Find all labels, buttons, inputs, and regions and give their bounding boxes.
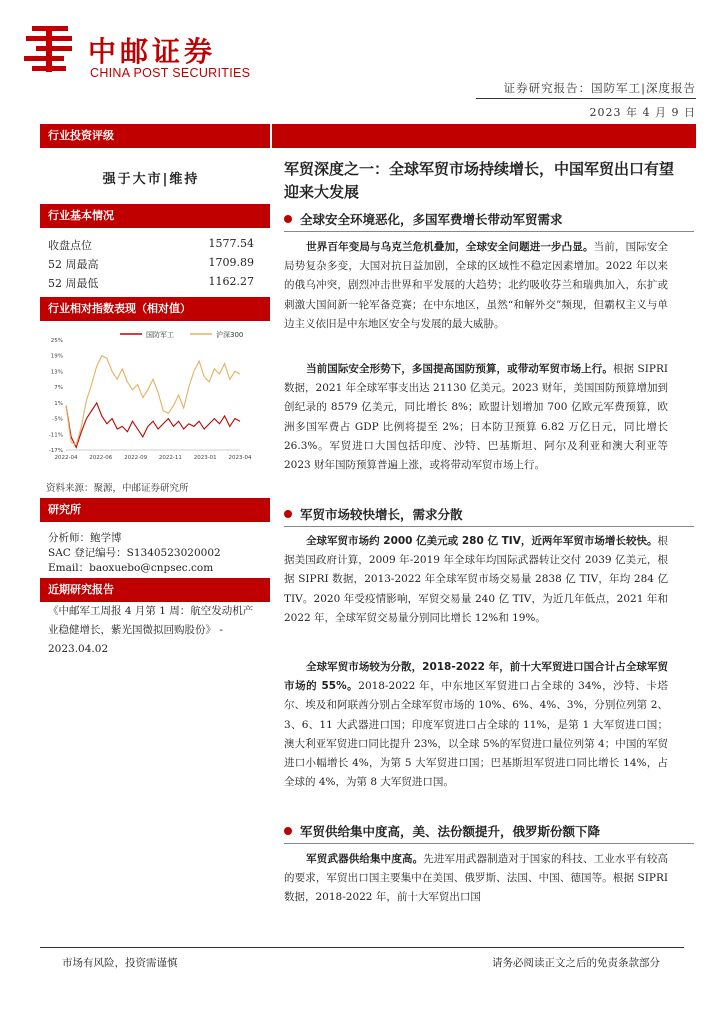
paragraph-3: 全球军贸市场约 2000 亿美元或 280 亿 TIV，近两年军贸市场增长较快。根据美国政府计算，2009 年-2019 年全球年均国际武器转让交付 2039 亿美元，根据 SIPRI 数据，2013-2022 年全球军贸市场交易量 2838 亿 TIV，年均 284 亿 TIV。2020 年受疫情影响，军贸交易量 240 亿 TIV，为近几年低点，2021 年和 2022 年，全球军贸交易量分别同比增长 12%和 19%。 <box>284 535 668 624</box>
footer-divider <box>40 947 684 948</box>
footer-risk-note: 市场有风险，投资需谨慎 <box>62 957 178 969</box>
report-title: 军贸深度之一：全球军贸市场持续增长，中国军贸出口有望迎来大发展 <box>284 160 675 201</box>
y-tick-label: -5% <box>52 416 63 423</box>
section-heading-3: 军贸供给集中度高，美、法份额提升，俄罗斯份额下降 <box>284 822 684 840</box>
stat-label: 收盘点位 <box>48 239 92 252</box>
relative-index-chart <box>40 328 262 468</box>
legend-label: 国防军工 <box>146 331 174 339</box>
y-tick-label: 1% <box>54 400 63 407</box>
stat-value: 1577.54 <box>208 237 254 250</box>
paragraph-5: 军贸武器供给集中度高。先进军用武器制造对于国家的科技、工业水平有较高的要求，军贸出口国主要集中在美国、俄罗斯、法国、中国、德国等。根据 SIPRI 数据，2018-2022 年，前十大军贸出口国 <box>284 853 668 904</box>
y-tick-label: -17% <box>48 448 63 454</box>
section-heading-1: 全球安全环境恶化，多国军费增长带动军贸需求 <box>284 210 684 228</box>
x-tick-label: 2022-06 <box>89 455 113 461</box>
analyst-name: 分析师：鲍学博 <box>48 532 122 544</box>
stat-row-52w-low <box>48 275 254 291</box>
x-tick-label: 2022-11 <box>158 455 182 461</box>
bullet-icon <box>284 827 292 835</box>
recent-reports-heading: 近期研究报告 <box>40 578 270 602</box>
paragraph-1: 世界百年变局与乌克兰危机叠加，全球安全问题进一步凸显。当前，国际安全局势复杂多变，大国对抗日益加剧，全球的区域性不稳定因素增加。2022 年以来的俄乌冲突，剧烈冲击世界和平发展的大趋势；北约吸收芬兰和瑞典加入，东扩或刺激大国间新一轮军备竞赛；在中东地区，虽然“和解外交”频现，但霸权主义与单边主义依旧是中东地区安全与发展的最大威胁。 <box>284 241 669 330</box>
rating-heading: 行业投资评级 <box>40 124 270 148</box>
stat-label: 52 周最高 <box>48 258 99 271</box>
recent-report-item[interactable]: 《中邮军工周报 4 月第 1 周：航空发动机产业稳健增长，紫光国微拟回购股份》 - 2023.04.02 <box>48 605 254 655</box>
paragraph-4: 全球军贸市场较为分散，2018-2022 年，前十大军贸进口国合计占全球军贸市场的 55%。2018-2022 年，中东地区军贸进口占全球的 34%，沙特、卡塔尔、埃及和阿联酋分别占全球军贸市场的 10%、6%、4%、3%，分别位列第 2、3、6、11 大武器进口国；印度军贸进口占全球的 11%，是第 1 大军贸进口国；澳大利亚军贸进口同比提升 23%，以全球 5%的军贸进口量位列第 4；中国的军贸进口小幅增长 4%，为第 5 大军贸进口国；巴基斯坦军贸进口同比增长 14%，占全球的 4%，为第 8 大军贸进口国。 <box>284 661 668 789</box>
section-heading-2: 军贸市场较快增长，需求分散 <box>284 505 684 523</box>
basic-info-heading: 行业基本情况 <box>40 204 270 228</box>
y-tick-label: 7% <box>54 385 63 392</box>
footer-disclaimer-note: 请务必阅读正文之后的免责条款部分 <box>492 957 660 969</box>
stat-label: 52 周最低 <box>48 277 99 290</box>
company-name-cn: 中邮证券 <box>88 35 217 68</box>
legend-label: 沪深300 <box>216 331 244 339</box>
china-post-logo-icon <box>22 22 76 76</box>
section-divider <box>284 526 694 527</box>
report-date: 2023 年 4 月 9 日 <box>589 106 696 119</box>
series-line-1 <box>66 403 240 448</box>
y-tick-label: 25% <box>50 338 63 344</box>
section-divider <box>284 843 694 844</box>
stat-value: 1162.27 <box>208 275 254 288</box>
x-tick-label: 2022-04 <box>54 455 78 461</box>
company-name-en: CHINA POST SECURITIES <box>90 66 251 80</box>
analyst-sac-number: SAC 登记编号：S1340523020002 <box>48 547 221 559</box>
analyst-email[interactable]: Email：baoxuebo@cnpsec.com <box>48 562 214 574</box>
chart-source: 资料来源：聚源，中邮证券研究所 <box>46 483 189 494</box>
y-tick-label: 19% <box>50 353 63 360</box>
stat-row-close <box>48 237 254 253</box>
x-tick-label: 2023-04 <box>228 455 252 461</box>
y-tick-label: 13% <box>50 369 63 376</box>
bullet-icon <box>284 510 292 518</box>
y-tick-label: -11% <box>48 432 63 439</box>
industry-rating: 强于大市|维持 <box>102 172 200 187</box>
analyst-heading: 研究所 <box>40 498 270 522</box>
series-line-2 <box>66 356 240 445</box>
report-type: 证券研究报告：国防军工|深度报告 <box>503 81 696 95</box>
section-divider <box>284 231 694 232</box>
header-divider <box>476 98 696 99</box>
stat-row-52w-high <box>48 256 254 272</box>
title-band <box>272 124 696 148</box>
bullet-icon <box>284 215 292 223</box>
x-tick-label: 2022-09 <box>124 455 148 461</box>
relative-performance-heading: 行业相对指数表现（相对值） <box>40 297 270 321</box>
paragraph-2: 当前国际安全形势下，多国提高国防预算，或带动军贸市场上行。根据 SIPRI 数据，2021 年全球军事支出达 21130 亿美元。2023 财年，美国国防预算增加到创纪录的 8579 亿美元，同比增长 8%；欧盟计划增加 700 亿欧元军费预算，欧洲多国军费占 GDP 比例将提至 2%；日本防卫预算 6.82 万亿日元，同比增长 26.3%。军贸进口大国包括印度、沙特、巴基斯坦、阿尔及利亚和澳大利亚等 2023 财年国防预算普遍上涨，或将带动军贸市场上行。 <box>284 363 669 472</box>
x-tick-label: 2023-01 <box>193 455 217 461</box>
stat-value: 1709.89 <box>208 256 254 269</box>
